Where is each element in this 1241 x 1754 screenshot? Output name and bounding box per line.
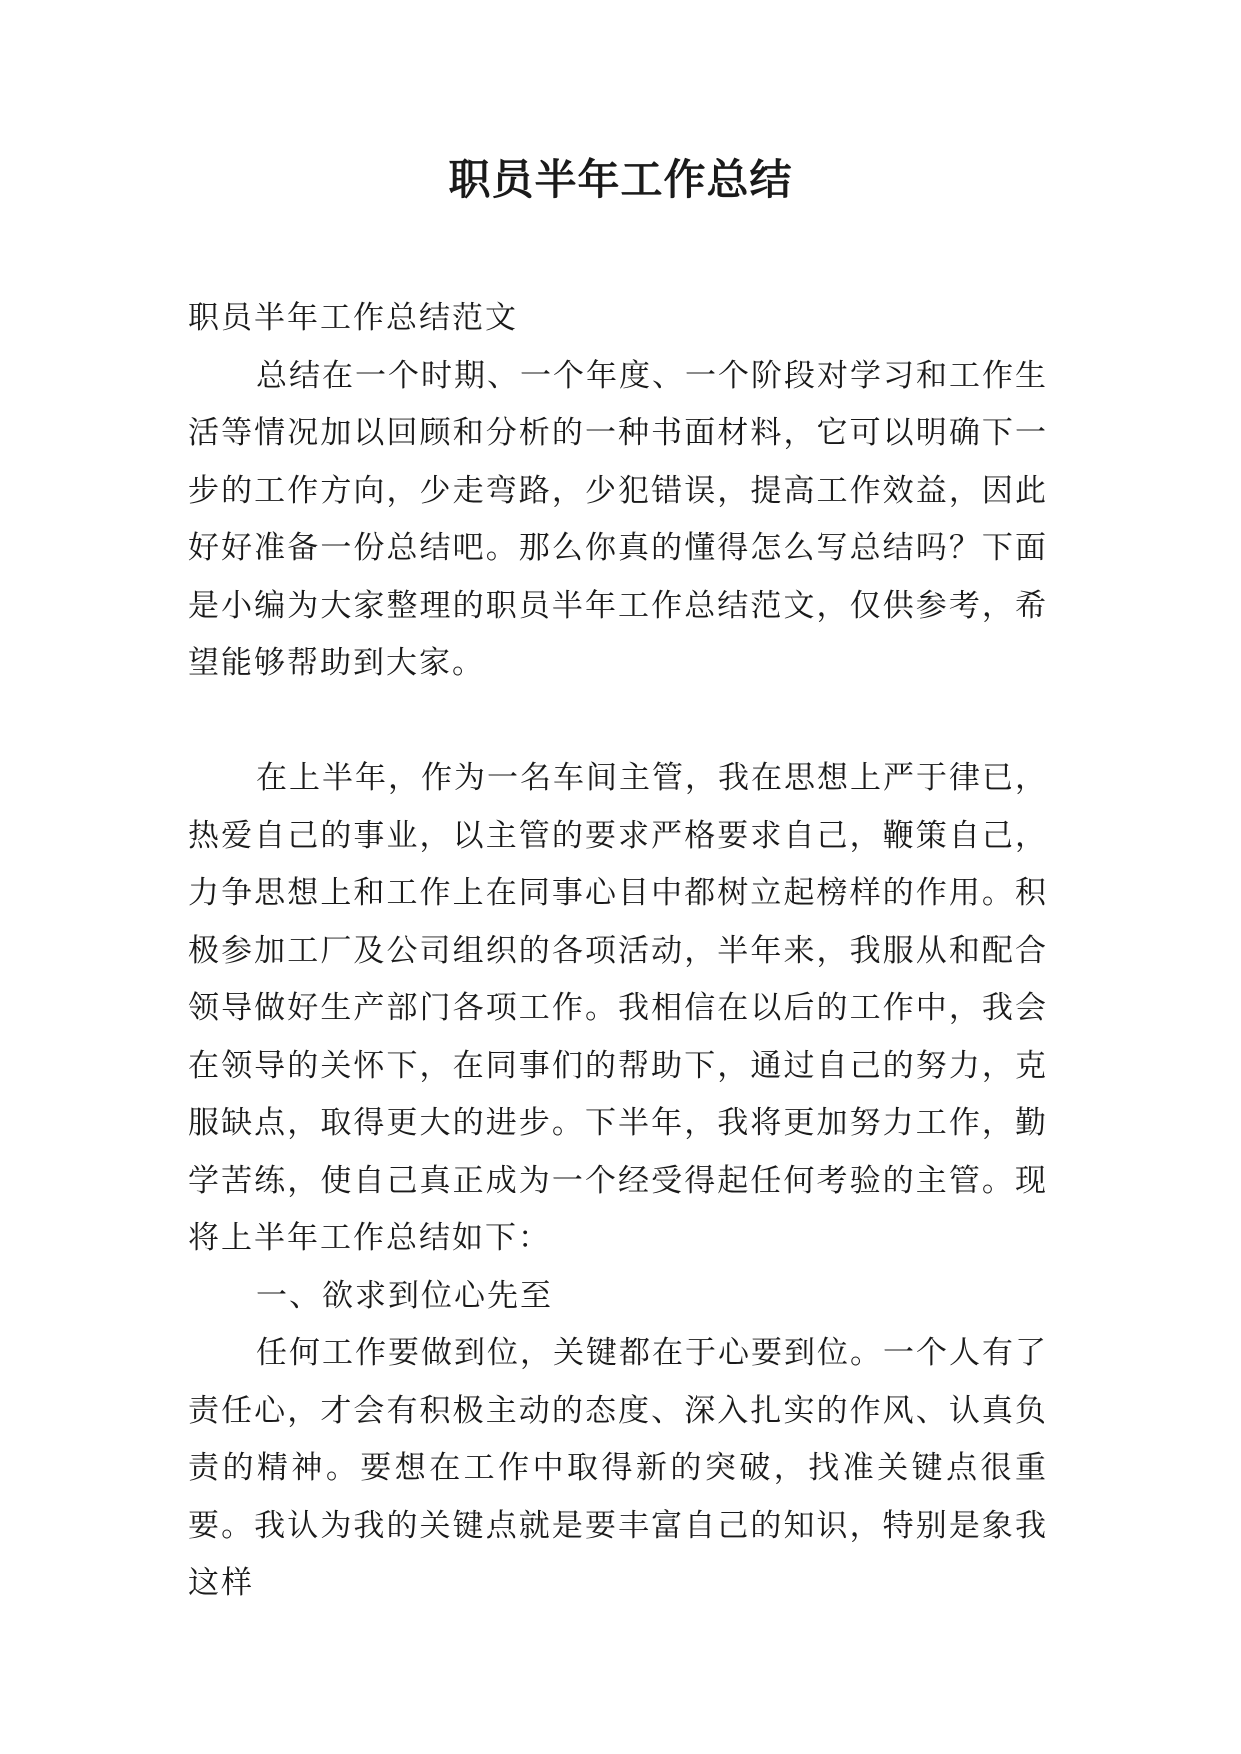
section-paragraph: 任何工作要做到位，关键都在于心要到位。一个人有了责任心，才会有积极主动的态度、深入扎实的作风、认真负责的精神。要想在工作中取得新的突破，找准关键点很重要。我认为我的关键点就是要丰富自己的知识，特别是象我这样 — [188, 1335, 1048, 1601]
document-title: 职员半年工作总结 — [448, 155, 793, 204]
document-subtitle: 职员半年工作总结范文 — [188, 300, 518, 336]
document-body — [188, 290, 1048, 1613]
paragraph-spacer — [188, 693, 1048, 751]
summary-paragraph: 在上半年，作为一名车间主管，我在思想上严于律已，热爱自己的事业，以主管的要求严格要求自己，鞭策自己，力争思想上和工作上在同事心目中都树立起榜样的作用。积极参加工厂及公司组织的各项活动，半年来，我服从和配合领导做好生产部门各项工作。我相信在以后的工作中，我会在领导的关怀下，在同事们的帮助下，通过自己的努力，克服缺点，取得更大的进步。下半年，我将更加努力工作，勤学苦练，使自己真正成为一个经受得起任何考验的主管。现将上半年工作总结如下： — [188, 760, 1048, 1256]
section-heading: 一、欲求到位心先至 — [256, 1277, 553, 1314]
intro-paragraph: 总结在一个时期、一个年度、一个阶段对学习和工作生活等情况加以回顾和分析的一种书面材料，它可以明确下一步的工作方向，少走弯路，少犯错误，提高工作效益，因此好好准备一份总结吧。那么你真的懂得怎么写总结吗？下面是小编为大家整理的职员半年工作总结范文，仅供参考，希望能够帮助到大家。 — [188, 357, 1048, 681]
